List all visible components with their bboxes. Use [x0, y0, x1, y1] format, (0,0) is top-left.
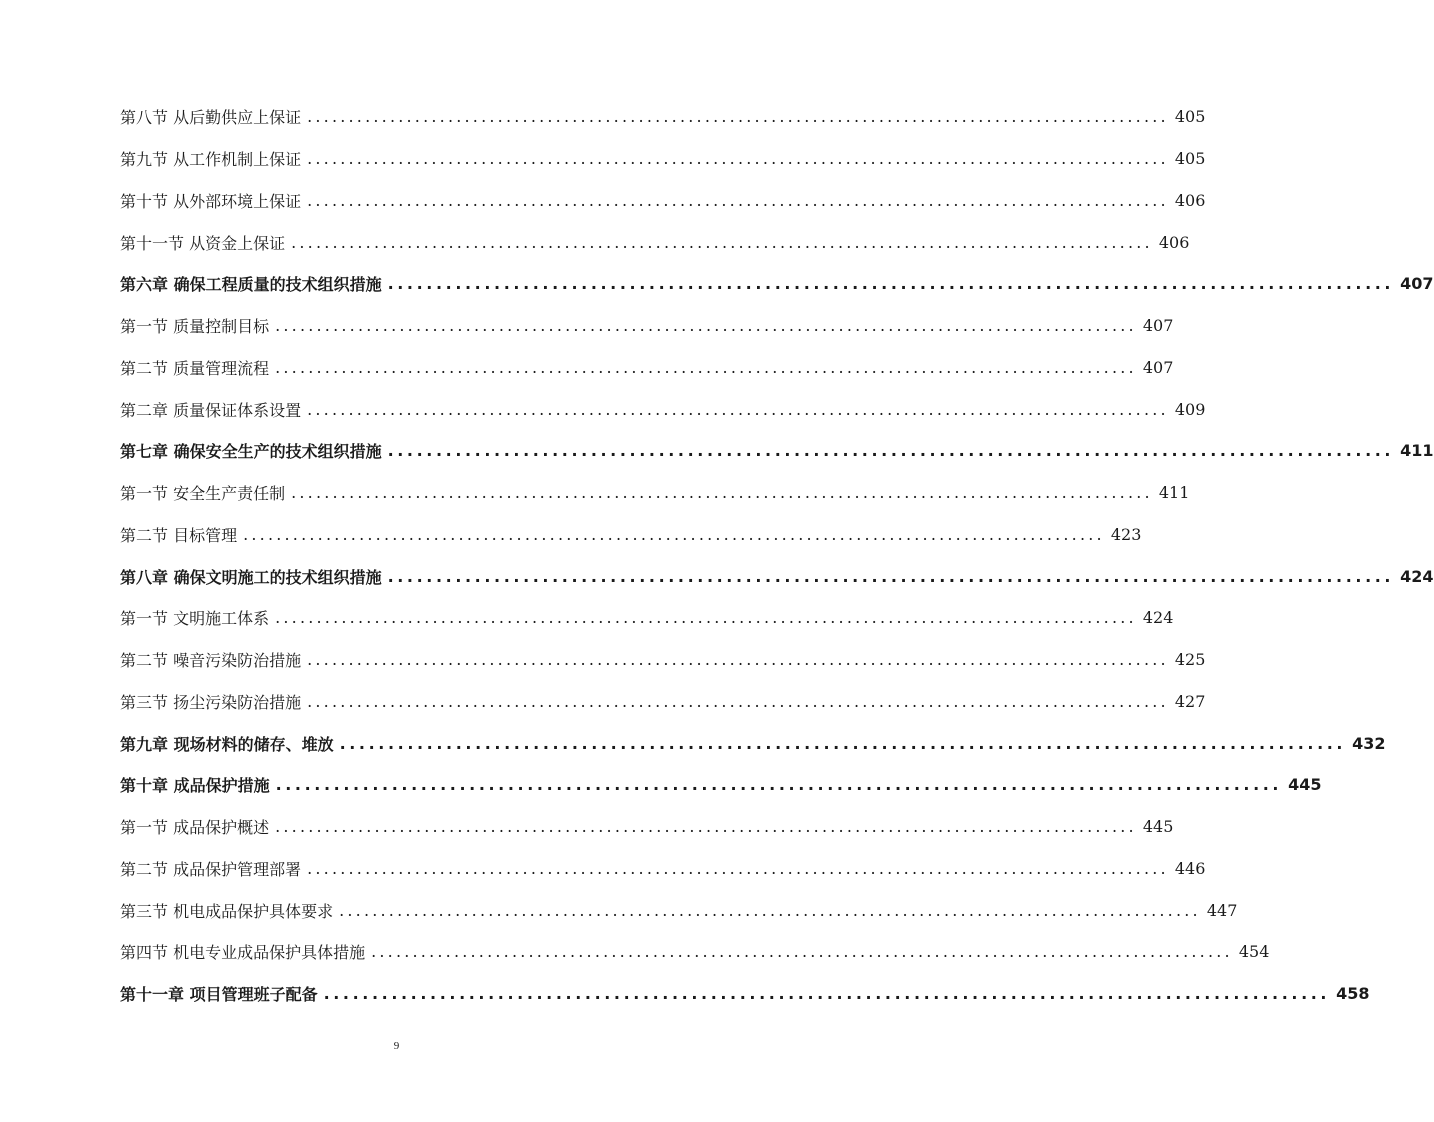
dot-leader: ........................................................................................................ [291, 483, 1153, 503]
toc-entry-title: 第十一节 从资金上保证 [120, 233, 286, 253]
dot-leader: ........................................................................................................ [387, 441, 1395, 461]
toc-chapter-entry[interactable] [120, 430, 1434, 472]
dot-leader: ........................................................................................................ [307, 399, 1169, 419]
toc-entry[interactable] [120, 681, 1206, 723]
toc-entry-page: 407 [1142, 357, 1174, 377]
toc-entry[interactable] [120, 347, 1174, 389]
toc-entry-page: 406 [1158, 232, 1190, 252]
dot-leader: ........................................................................................................ [275, 608, 1137, 628]
toc-entry[interactable] [120, 138, 1206, 180]
toc-chapter-entry[interactable] [120, 764, 1322, 806]
toc-entry-page: 445 [1142, 817, 1174, 837]
toc-entry-page: 432 [1352, 733, 1386, 753]
toc-entry[interactable] [120, 96, 1206, 138]
toc-entry-title: 第二节 噪音污染防治措施 [120, 651, 302, 671]
toc-entry-page: 424 [1400, 566, 1434, 586]
dot-leader: ........................................................................................................ [387, 274, 1395, 294]
toc-chapter-entry[interactable] [120, 722, 1386, 764]
toc-entry-page: 411 [1158, 483, 1190, 503]
dot-leader: ........................................................................................................ [307, 691, 1169, 711]
toc-entry-title: 第二章 质量保证体系设置 [120, 400, 302, 420]
toc-entry-title: 第三节 机电成品保护具体要求 [120, 901, 334, 921]
dot-leader: ........................................................................................................ [275, 817, 1137, 837]
toc-entry[interactable] [120, 806, 1174, 848]
toc-entry-title: 第二节 目标管理 [120, 525, 238, 545]
dot-leader: ........................................................................................................ [291, 232, 1153, 252]
toc-entry-page: 447 [1206, 900, 1238, 920]
dot-leader: ........................................................................................................ [307, 650, 1169, 670]
table-of-contents [120, 96, 1434, 1015]
toc-entry[interactable] [120, 889, 1238, 931]
toc-entry-title: 第三节 扬尘污染防治措施 [120, 692, 302, 712]
toc-entry[interactable] [120, 597, 1174, 639]
toc-chapter-entry[interactable] [120, 555, 1434, 597]
dot-leader: ........................................................................................................ [275, 775, 1283, 795]
toc-entry-title: 第十节 从外部环境上保证 [120, 191, 302, 211]
toc-chapter-entry[interactable] [120, 263, 1434, 305]
dot-leader: ........................................................................................................ [307, 858, 1169, 878]
toc-entry-title: 第八章 确保文明施工的技术组织措施 [120, 567, 382, 587]
toc-entry-title: 第一节 安全生产责任制 [120, 484, 286, 504]
toc-entry-title: 第一节 质量控制目标 [120, 317, 270, 337]
toc-entry-title: 第十章 成品保护措施 [120, 776, 270, 796]
toc-entry-title: 第七章 确保安全生产的技术组织措施 [120, 442, 382, 462]
toc-entry[interactable] [120, 514, 1142, 556]
toc-entry-page: 445 [1288, 775, 1322, 795]
dot-leader: ........................................................................................................ [323, 984, 1331, 1004]
toc-entry-page: 446 [1174, 858, 1206, 878]
toc-entry-title: 第一节 文明施工体系 [120, 609, 270, 629]
dot-leader: ........................................................................................................ [275, 316, 1137, 336]
toc-entry[interactable] [120, 472, 1190, 514]
toc-entry-page: 454 [1238, 942, 1270, 962]
toc-entry-title: 第六章 确保工程质量的技术组织措施 [120, 275, 382, 295]
toc-entry-page: 411 [1400, 441, 1434, 461]
toc-entry-page: 405 [1174, 149, 1206, 169]
toc-entry-page: 424 [1142, 608, 1174, 628]
toc-entry-title: 第二节 成品保护管理部署 [120, 859, 302, 879]
dot-leader: ........................................................................................................ [243, 524, 1105, 544]
toc-entry-title: 第八节 从后勤供应上保证 [120, 108, 302, 128]
toc-entry-title: 第四节 机电专业成品保护具体措施 [120, 943, 366, 963]
dot-leader: ........................................................................................................ [339, 900, 1201, 920]
dot-leader: ........................................................................................................ [307, 149, 1169, 169]
dot-leader: ........................................................................................................ [307, 190, 1169, 210]
toc-chapter-entry[interactable] [120, 973, 1370, 1015]
dot-leader: ........................................................................................................ [339, 733, 1347, 753]
dot-leader: ........................................................................................................ [371, 942, 1233, 962]
toc-entry[interactable] [120, 931, 1270, 973]
page-number: 9 [393, 1040, 400, 1052]
toc-entry-title: 第一节 成品保护概述 [120, 818, 270, 838]
toc-entry-page: 406 [1174, 190, 1206, 210]
toc-entry-page: 407 [1142, 316, 1174, 336]
toc-entry-page: 423 [1110, 524, 1142, 544]
dot-leader: ........................................................................................................ [387, 566, 1395, 586]
toc-entry-page: 405 [1174, 107, 1206, 127]
toc-entry[interactable] [120, 848, 1206, 890]
toc-entry-page: 425 [1174, 650, 1206, 670]
dot-leader: ........................................................................................................ [307, 107, 1169, 127]
toc-entry[interactable] [120, 221, 1190, 263]
toc-entry-title: 第九章 现场材料的储存、堆放 [120, 734, 334, 754]
toc-entry-page: 407 [1400, 274, 1434, 294]
toc-entry[interactable] [120, 180, 1206, 222]
toc-entry-title: 第十一章 项目管理班子配备 [120, 985, 318, 1005]
toc-entry-title: 第九节 从工作机制上保证 [120, 150, 302, 170]
toc-entry-page: 409 [1174, 399, 1206, 419]
toc-entry-page: 458 [1336, 984, 1370, 1004]
toc-entry[interactable] [120, 388, 1206, 430]
toc-entry[interactable] [120, 305, 1174, 347]
toc-entry-page: 427 [1174, 691, 1206, 711]
toc-entry[interactable] [120, 639, 1206, 681]
toc-entry-title: 第二节 质量管理流程 [120, 358, 270, 378]
dot-leader: ........................................................................................................ [275, 357, 1137, 377]
